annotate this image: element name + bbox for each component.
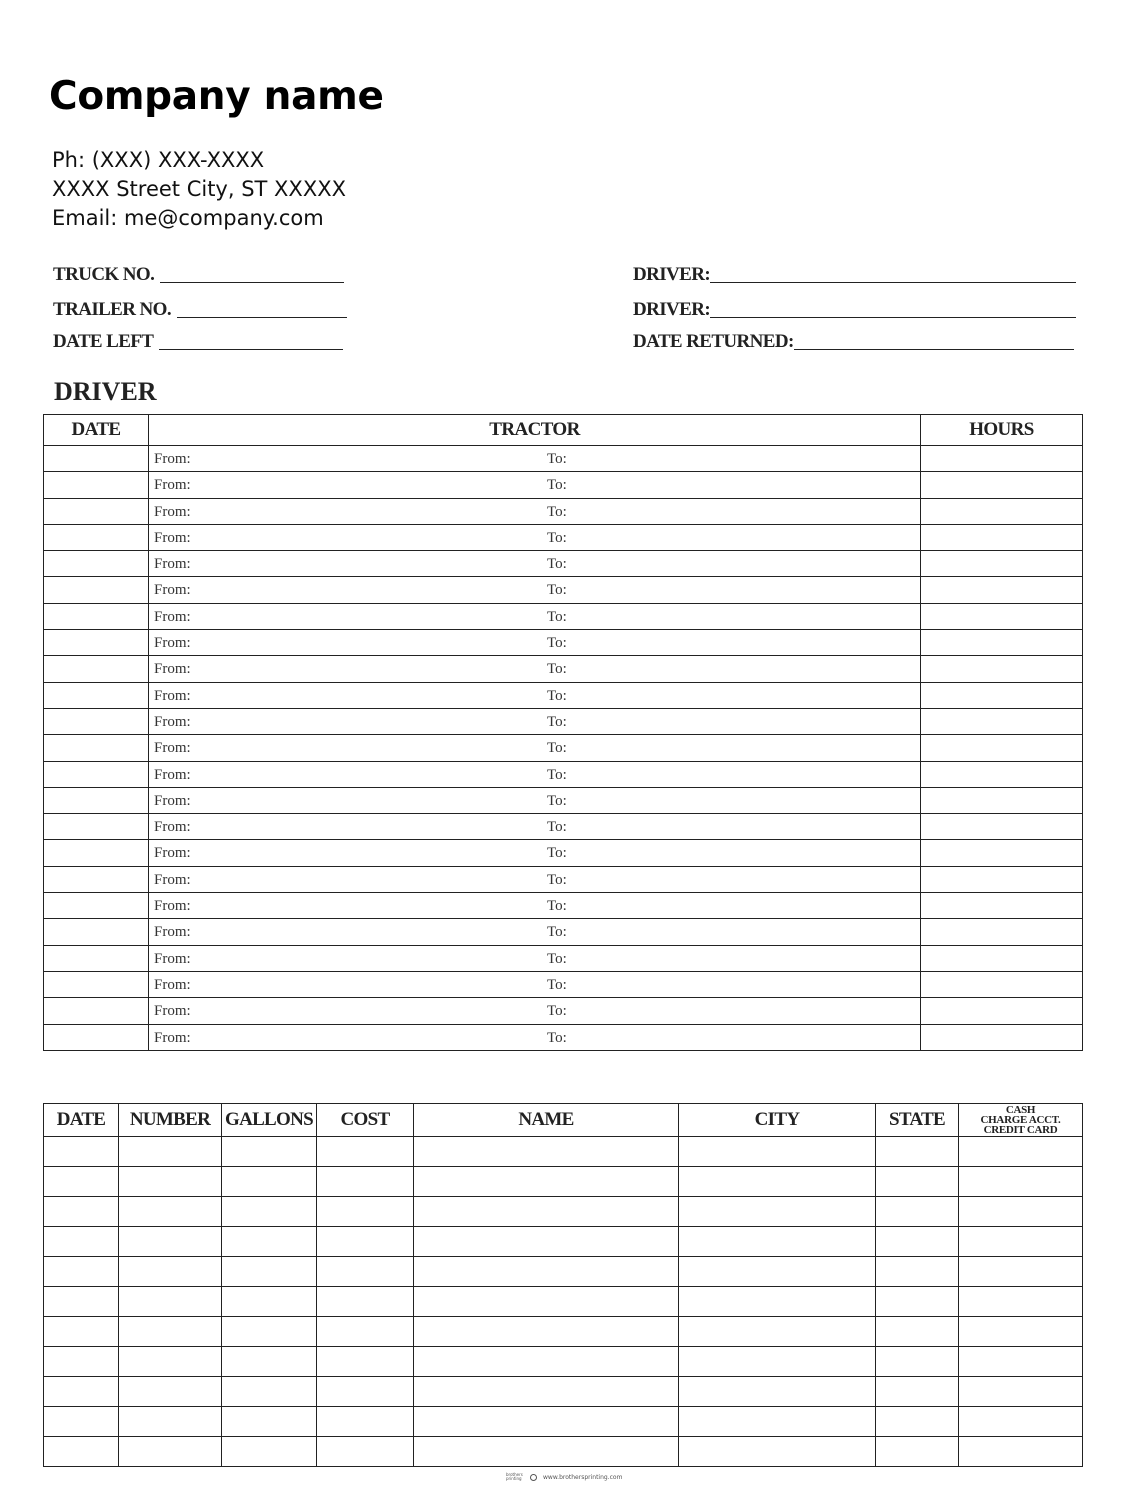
number-cell[interactable] — [119, 1317, 222, 1347]
payment-cell[interactable] — [959, 1227, 1083, 1257]
state-cell[interactable] — [876, 1437, 959, 1467]
gallons-cell[interactable] — [222, 1137, 317, 1167]
payment-cell[interactable] — [959, 1317, 1083, 1347]
from-label: From: — [154, 792, 191, 809]
table-row — [44, 945, 1083, 971]
gallons-cell[interactable] — [222, 1347, 317, 1377]
gallons-cell[interactable] — [222, 1257, 317, 1287]
state-cell[interactable] — [876, 1287, 959, 1317]
from-label: From: — [154, 529, 191, 546]
tractor-cell[interactable] — [149, 735, 921, 761]
tractor-cell[interactable] — [149, 814, 921, 840]
table-row — [44, 866, 1083, 892]
date-cell[interactable] — [44, 1317, 119, 1347]
from-label: From: — [154, 582, 191, 599]
city-cell[interactable] — [679, 1227, 876, 1257]
name-cell[interactable] — [414, 1437, 679, 1467]
hours-cell[interactable] — [921, 814, 1083, 840]
date-cell[interactable] — [44, 1347, 119, 1377]
cost-cell[interactable] — [317, 1317, 414, 1347]
driver-1-label: DRIVER: — [633, 264, 711, 285]
city-cell[interactable] — [679, 1257, 876, 1287]
table-row — [44, 761, 1083, 787]
from-label: From: — [154, 898, 191, 915]
from-label: From: — [154, 976, 191, 993]
date-cell[interactable] — [44, 682, 149, 708]
date-cell[interactable] — [44, 472, 149, 498]
table-row — [44, 708, 1083, 734]
cost-cell[interactable] — [317, 1167, 414, 1197]
state-cell[interactable] — [876, 1257, 959, 1287]
table-row — [44, 1137, 1083, 1167]
table-row — [44, 1317, 1083, 1347]
hours-cell[interactable] — [921, 998, 1083, 1024]
number-cell[interactable] — [119, 1227, 222, 1257]
gallons-cell[interactable] — [222, 1407, 317, 1437]
name-cell[interactable] — [414, 1137, 679, 1167]
date-cell[interactable] — [44, 524, 149, 550]
to-label: To: — [547, 582, 567, 599]
table-row — [44, 472, 1083, 498]
table-row — [44, 814, 1083, 840]
truck-no-line[interactable] — [160, 265, 344, 283]
tractor-cell[interactable] — [149, 787, 921, 813]
tractor-cell[interactable] — [149, 998, 921, 1024]
company-name: Company name — [49, 74, 384, 119]
contact-block — [52, 146, 346, 233]
date-cell[interactable] — [44, 1197, 119, 1227]
hours-cell[interactable] — [921, 498, 1083, 524]
payment-cell[interactable] — [959, 1437, 1083, 1467]
gallons-cell[interactable] — [222, 1377, 317, 1407]
date-cell[interactable] — [44, 971, 149, 997]
number-cell[interactable] — [119, 1287, 222, 1317]
col-header-cost: COST — [317, 1104, 414, 1137]
hours-cell[interactable] — [921, 971, 1083, 997]
hours-cell[interactable] — [921, 761, 1083, 787]
date-cell[interactable] — [44, 1137, 119, 1167]
hours-cell[interactable] — [921, 866, 1083, 892]
hours-cell[interactable] — [921, 472, 1083, 498]
col-header-name: NAME — [414, 1104, 679, 1137]
date-cell[interactable] — [44, 551, 149, 577]
tractor-cell[interactable] — [149, 761, 921, 787]
hours-cell[interactable] — [921, 446, 1083, 472]
to-label: To: — [547, 819, 567, 836]
payment-cash-label: CASH — [1005, 1104, 1036, 1116]
number-cell[interactable] — [119, 1377, 222, 1407]
table-row — [44, 524, 1083, 550]
date-cell[interactable] — [44, 761, 149, 787]
cost-cell[interactable] — [317, 1377, 414, 1407]
table-row — [44, 840, 1083, 866]
date-cell[interactable] — [44, 656, 149, 682]
from-label: From: — [154, 687, 191, 704]
city-cell[interactable] — [679, 1197, 876, 1227]
truck-no-label: TRUCK NO. — [53, 264, 155, 285]
table-row — [44, 1197, 1083, 1227]
to-label: To: — [547, 1029, 567, 1046]
cost-cell[interactable] — [317, 1227, 414, 1257]
trailer-no-field — [53, 297, 347, 321]
date-cell[interactable] — [44, 1437, 119, 1467]
date-returned-line[interactable] — [794, 332, 1074, 350]
to-label: To: — [547, 661, 567, 678]
cost-cell[interactable] — [317, 1287, 414, 1317]
from-label: From: — [154, 713, 191, 730]
tractor-cell[interactable] — [149, 919, 921, 945]
driver-table-header-row — [44, 415, 1083, 446]
date-cell[interactable] — [44, 1024, 149, 1050]
cost-cell[interactable] — [317, 1347, 414, 1377]
table-row — [44, 1347, 1083, 1377]
col-header-date: DATE — [44, 415, 149, 446]
from-label: From: — [154, 477, 191, 494]
state-cell[interactable] — [876, 1197, 959, 1227]
driver-2-label: DRIVER: — [633, 299, 711, 320]
name-cell[interactable] — [414, 1317, 679, 1347]
date-left-line[interactable] — [159, 332, 343, 350]
date-cell[interactable] — [44, 1167, 119, 1197]
name-cell[interactable] — [414, 1407, 679, 1437]
from-label: From: — [154, 608, 191, 625]
city-cell[interactable] — [679, 1347, 876, 1377]
state-cell[interactable] — [876, 1167, 959, 1197]
from-label: From: — [154, 451, 191, 467]
state-cell[interactable] — [876, 1347, 959, 1377]
date-returned-label: DATE RETURNED: — [633, 331, 794, 352]
to-label: To: — [547, 766, 567, 783]
driver-2-line[interactable] — [710, 300, 1076, 318]
table-row — [44, 893, 1083, 919]
to-label: To: — [547, 950, 567, 967]
from-label: From: — [154, 503, 191, 520]
gallons-cell[interactable] — [222, 1317, 317, 1347]
to-label: To: — [547, 976, 567, 993]
state-cell[interactable] — [876, 1407, 959, 1437]
payment-cell[interactable] — [959, 1287, 1083, 1317]
driver-1-field — [633, 262, 1076, 286]
tractor-cell[interactable] — [149, 656, 921, 682]
hours-cell[interactable] — [921, 735, 1083, 761]
table-row — [44, 682, 1083, 708]
payment-cell[interactable] — [959, 1137, 1083, 1167]
col-header-date: DATE — [44, 1104, 119, 1137]
state-cell[interactable] — [876, 1227, 959, 1257]
gallons-cell[interactable] — [222, 1437, 317, 1467]
date-left-label: DATE LEFT — [53, 331, 154, 352]
col-header-tractor: TRACTOR — [149, 415, 921, 446]
from-label: From: — [154, 1003, 191, 1020]
driver-2-field — [633, 297, 1076, 321]
table-row — [44, 1287, 1083, 1317]
driver-log-table — [43, 414, 1083, 1051]
number-cell[interactable] — [119, 1137, 222, 1167]
payment-charge-label: CHARGE ACCT. — [980, 1114, 1061, 1126]
date-cell[interactable] — [44, 577, 149, 603]
cost-cell[interactable] — [317, 1437, 414, 1467]
city-cell[interactable] — [679, 1317, 876, 1347]
to-label: To: — [547, 871, 567, 888]
driver-section-title: DRIVER — [54, 377, 157, 406]
date-cell[interactable] — [44, 735, 149, 761]
table-row — [44, 1407, 1083, 1437]
cost-cell[interactable] — [317, 1137, 414, 1167]
hours-cell[interactable] — [921, 656, 1083, 682]
tractor-cell[interactable] — [149, 1024, 921, 1050]
date-cell[interactable] — [44, 446, 149, 472]
table-row — [44, 1377, 1083, 1407]
name-cell[interactable] — [414, 1167, 679, 1197]
from-label: From: — [154, 635, 191, 652]
truck-no-field — [53, 262, 344, 286]
address-text: XXXX Street City, ST XXXXX — [52, 177, 346, 201]
number-cell[interactable] — [119, 1197, 222, 1227]
payment-cell[interactable] — [959, 1167, 1083, 1197]
payment-cell[interactable] — [959, 1347, 1083, 1377]
to-label: To: — [547, 1003, 567, 1020]
tractor-cell[interactable] — [149, 971, 921, 997]
to-label: To: — [547, 845, 567, 862]
hours-cell[interactable] — [921, 551, 1083, 577]
date-cell[interactable] — [44, 840, 149, 866]
hours-cell[interactable] — [921, 682, 1083, 708]
number-cell[interactable] — [119, 1257, 222, 1287]
gallons-cell[interactable] — [222, 1197, 317, 1227]
printer-icon — [530, 1474, 537, 1481]
date-cell[interactable] — [44, 708, 149, 734]
hours-cell[interactable] — [921, 945, 1083, 971]
to-label: To: — [547, 477, 567, 494]
number-cell[interactable] — [119, 1167, 222, 1197]
tractor-cell[interactable] — [149, 472, 921, 498]
tractor-cell[interactable] — [149, 551, 921, 577]
email-text: Email: me@company.com — [52, 206, 324, 230]
from-label: From: — [154, 556, 191, 573]
to-label: To: — [547, 713, 567, 730]
name-cell[interactable] — [414, 1287, 679, 1317]
tractor-cell[interactable] — [149, 945, 921, 971]
trailer-no-line[interactable] — [177, 300, 347, 318]
date-cell[interactable] — [44, 787, 149, 813]
gallons-cell[interactable] — [222, 1287, 317, 1317]
number-cell[interactable] — [119, 1347, 222, 1377]
table-row — [44, 1257, 1083, 1287]
state-cell[interactable] — [876, 1377, 959, 1407]
payment-cell[interactable] — [959, 1197, 1083, 1227]
city-cell[interactable] — [679, 1377, 876, 1407]
table-row — [44, 577, 1083, 603]
from-label: From: — [154, 950, 191, 967]
to-label: To: — [547, 503, 567, 520]
date-cell[interactable] — [44, 919, 149, 945]
payment-cell[interactable] — [959, 1257, 1083, 1287]
date-cell[interactable] — [44, 1377, 119, 1407]
fuel-table-header-row — [44, 1104, 1083, 1137]
tractor-cell[interactable] — [149, 866, 921, 892]
from-label: From: — [154, 924, 191, 941]
date-cell[interactable] — [44, 1227, 119, 1257]
hours-cell[interactable] — [921, 708, 1083, 734]
table-row — [44, 656, 1083, 682]
tractor-cell[interactable] — [149, 893, 921, 919]
date-cell[interactable] — [44, 814, 149, 840]
to-label: To: — [547, 451, 567, 467]
date-cell[interactable] — [44, 998, 149, 1024]
tractor-cell[interactable] — [149, 498, 921, 524]
payment-credit-label: CREDIT CARD — [983, 1124, 1058, 1136]
table-row — [44, 1227, 1083, 1257]
date-cell[interactable] — [44, 1407, 119, 1437]
tractor-cell[interactable] — [149, 446, 921, 472]
col-header-payment — [959, 1104, 1083, 1137]
date-cell[interactable] — [44, 866, 149, 892]
date-returned-field — [633, 329, 1074, 353]
city-cell[interactable] — [679, 1437, 876, 1467]
to-label: To: — [547, 924, 567, 941]
from-label: From: — [154, 845, 191, 862]
date-cell[interactable] — [44, 945, 149, 971]
cost-cell[interactable] — [317, 1197, 414, 1227]
col-header-number: NUMBER — [119, 1104, 222, 1137]
from-label: From: — [154, 740, 191, 757]
tractor-cell[interactable] — [149, 524, 921, 550]
city-cell[interactable] — [679, 1407, 876, 1437]
date-left-field — [53, 329, 343, 353]
table-row — [44, 551, 1083, 577]
name-cell[interactable] — [414, 1347, 679, 1377]
table-row — [44, 735, 1083, 761]
table-row — [44, 1167, 1083, 1197]
table-row — [44, 971, 1083, 997]
date-cell[interactable] — [44, 893, 149, 919]
hours-cell[interactable] — [921, 919, 1083, 945]
state-cell[interactable] — [876, 1317, 959, 1347]
name-cell[interactable] — [414, 1257, 679, 1287]
date-cell[interactable] — [44, 603, 149, 629]
number-cell[interactable] — [119, 1407, 222, 1437]
to-label: To: — [547, 792, 567, 809]
table-row — [44, 446, 1083, 472]
phone-text: Ph: (XXX) XXX-XXXX — [52, 148, 265, 172]
hours-cell[interactable] — [921, 840, 1083, 866]
hours-cell[interactable] — [921, 577, 1083, 603]
hours-cell[interactable] — [921, 630, 1083, 656]
to-label: To: — [547, 556, 567, 573]
cost-cell[interactable] — [317, 1257, 414, 1287]
gallons-cell[interactable] — [222, 1227, 317, 1257]
number-cell[interactable] — [119, 1437, 222, 1467]
hours-cell[interactable] — [921, 1024, 1083, 1050]
name-cell[interactable] — [414, 1197, 679, 1227]
to-label: To: — [547, 529, 567, 546]
hours-cell[interactable] — [921, 787, 1083, 813]
name-cell[interactable] — [414, 1227, 679, 1257]
to-label: To: — [547, 740, 567, 757]
from-label: From: — [154, 871, 191, 888]
payment-cell[interactable] — [959, 1407, 1083, 1437]
tractor-cell[interactable] — [149, 682, 921, 708]
driver-1-line[interactable] — [710, 265, 1076, 283]
city-cell[interactable] — [679, 1137, 876, 1167]
tractor-cell[interactable] — [149, 630, 921, 656]
col-header-city: CITY — [679, 1104, 876, 1137]
to-label: To: — [547, 608, 567, 625]
table-row — [44, 998, 1083, 1024]
gallons-cell[interactable] — [222, 1167, 317, 1197]
date-cell[interactable] — [44, 498, 149, 524]
city-cell[interactable] — [679, 1167, 876, 1197]
cost-cell[interactable] — [317, 1407, 414, 1437]
payment-cell[interactable] — [959, 1377, 1083, 1407]
from-label: From: — [154, 1029, 191, 1046]
table-row — [44, 1024, 1083, 1050]
table-row — [44, 787, 1083, 813]
table-row — [44, 1437, 1083, 1467]
col-header-hours: HOURS — [921, 415, 1083, 446]
footer — [506, 1473, 622, 1481]
footer-website: www.brothersprinting.com — [543, 1473, 623, 1481]
state-cell[interactable] — [876, 1137, 959, 1167]
table-row — [44, 603, 1083, 629]
to-label: To: — [547, 687, 567, 704]
tractor-cell[interactable] — [149, 577, 921, 603]
hours-cell[interactable] — [921, 603, 1083, 629]
tractor-cell[interactable] — [149, 603, 921, 629]
table-row — [44, 919, 1083, 945]
date-cell[interactable] — [44, 1287, 119, 1317]
name-cell[interactable] — [414, 1377, 679, 1407]
table-row — [44, 630, 1083, 656]
tractor-cell[interactable] — [149, 840, 921, 866]
from-label: From: — [154, 819, 191, 836]
hours-cell[interactable] — [921, 893, 1083, 919]
from-label: From: — [154, 766, 191, 783]
trailer-no-label: TRAILER NO. — [53, 299, 171, 320]
tractor-cell[interactable] — [149, 708, 921, 734]
table-row — [44, 498, 1083, 524]
from-label: From: — [154, 661, 191, 678]
date-cell[interactable] — [44, 1257, 119, 1287]
hours-cell[interactable] — [921, 524, 1083, 550]
date-cell[interactable] — [44, 630, 149, 656]
fuel-log-table — [43, 1103, 1083, 1467]
col-header-state: STATE — [876, 1104, 959, 1137]
city-cell[interactable] — [679, 1287, 876, 1317]
col-header-gallons: GALLONS — [222, 1104, 317, 1137]
footer-brand-logo: brothers printing — [506, 1472, 523, 1481]
to-label: To: — [547, 898, 567, 915]
to-label: To: — [547, 635, 567, 652]
